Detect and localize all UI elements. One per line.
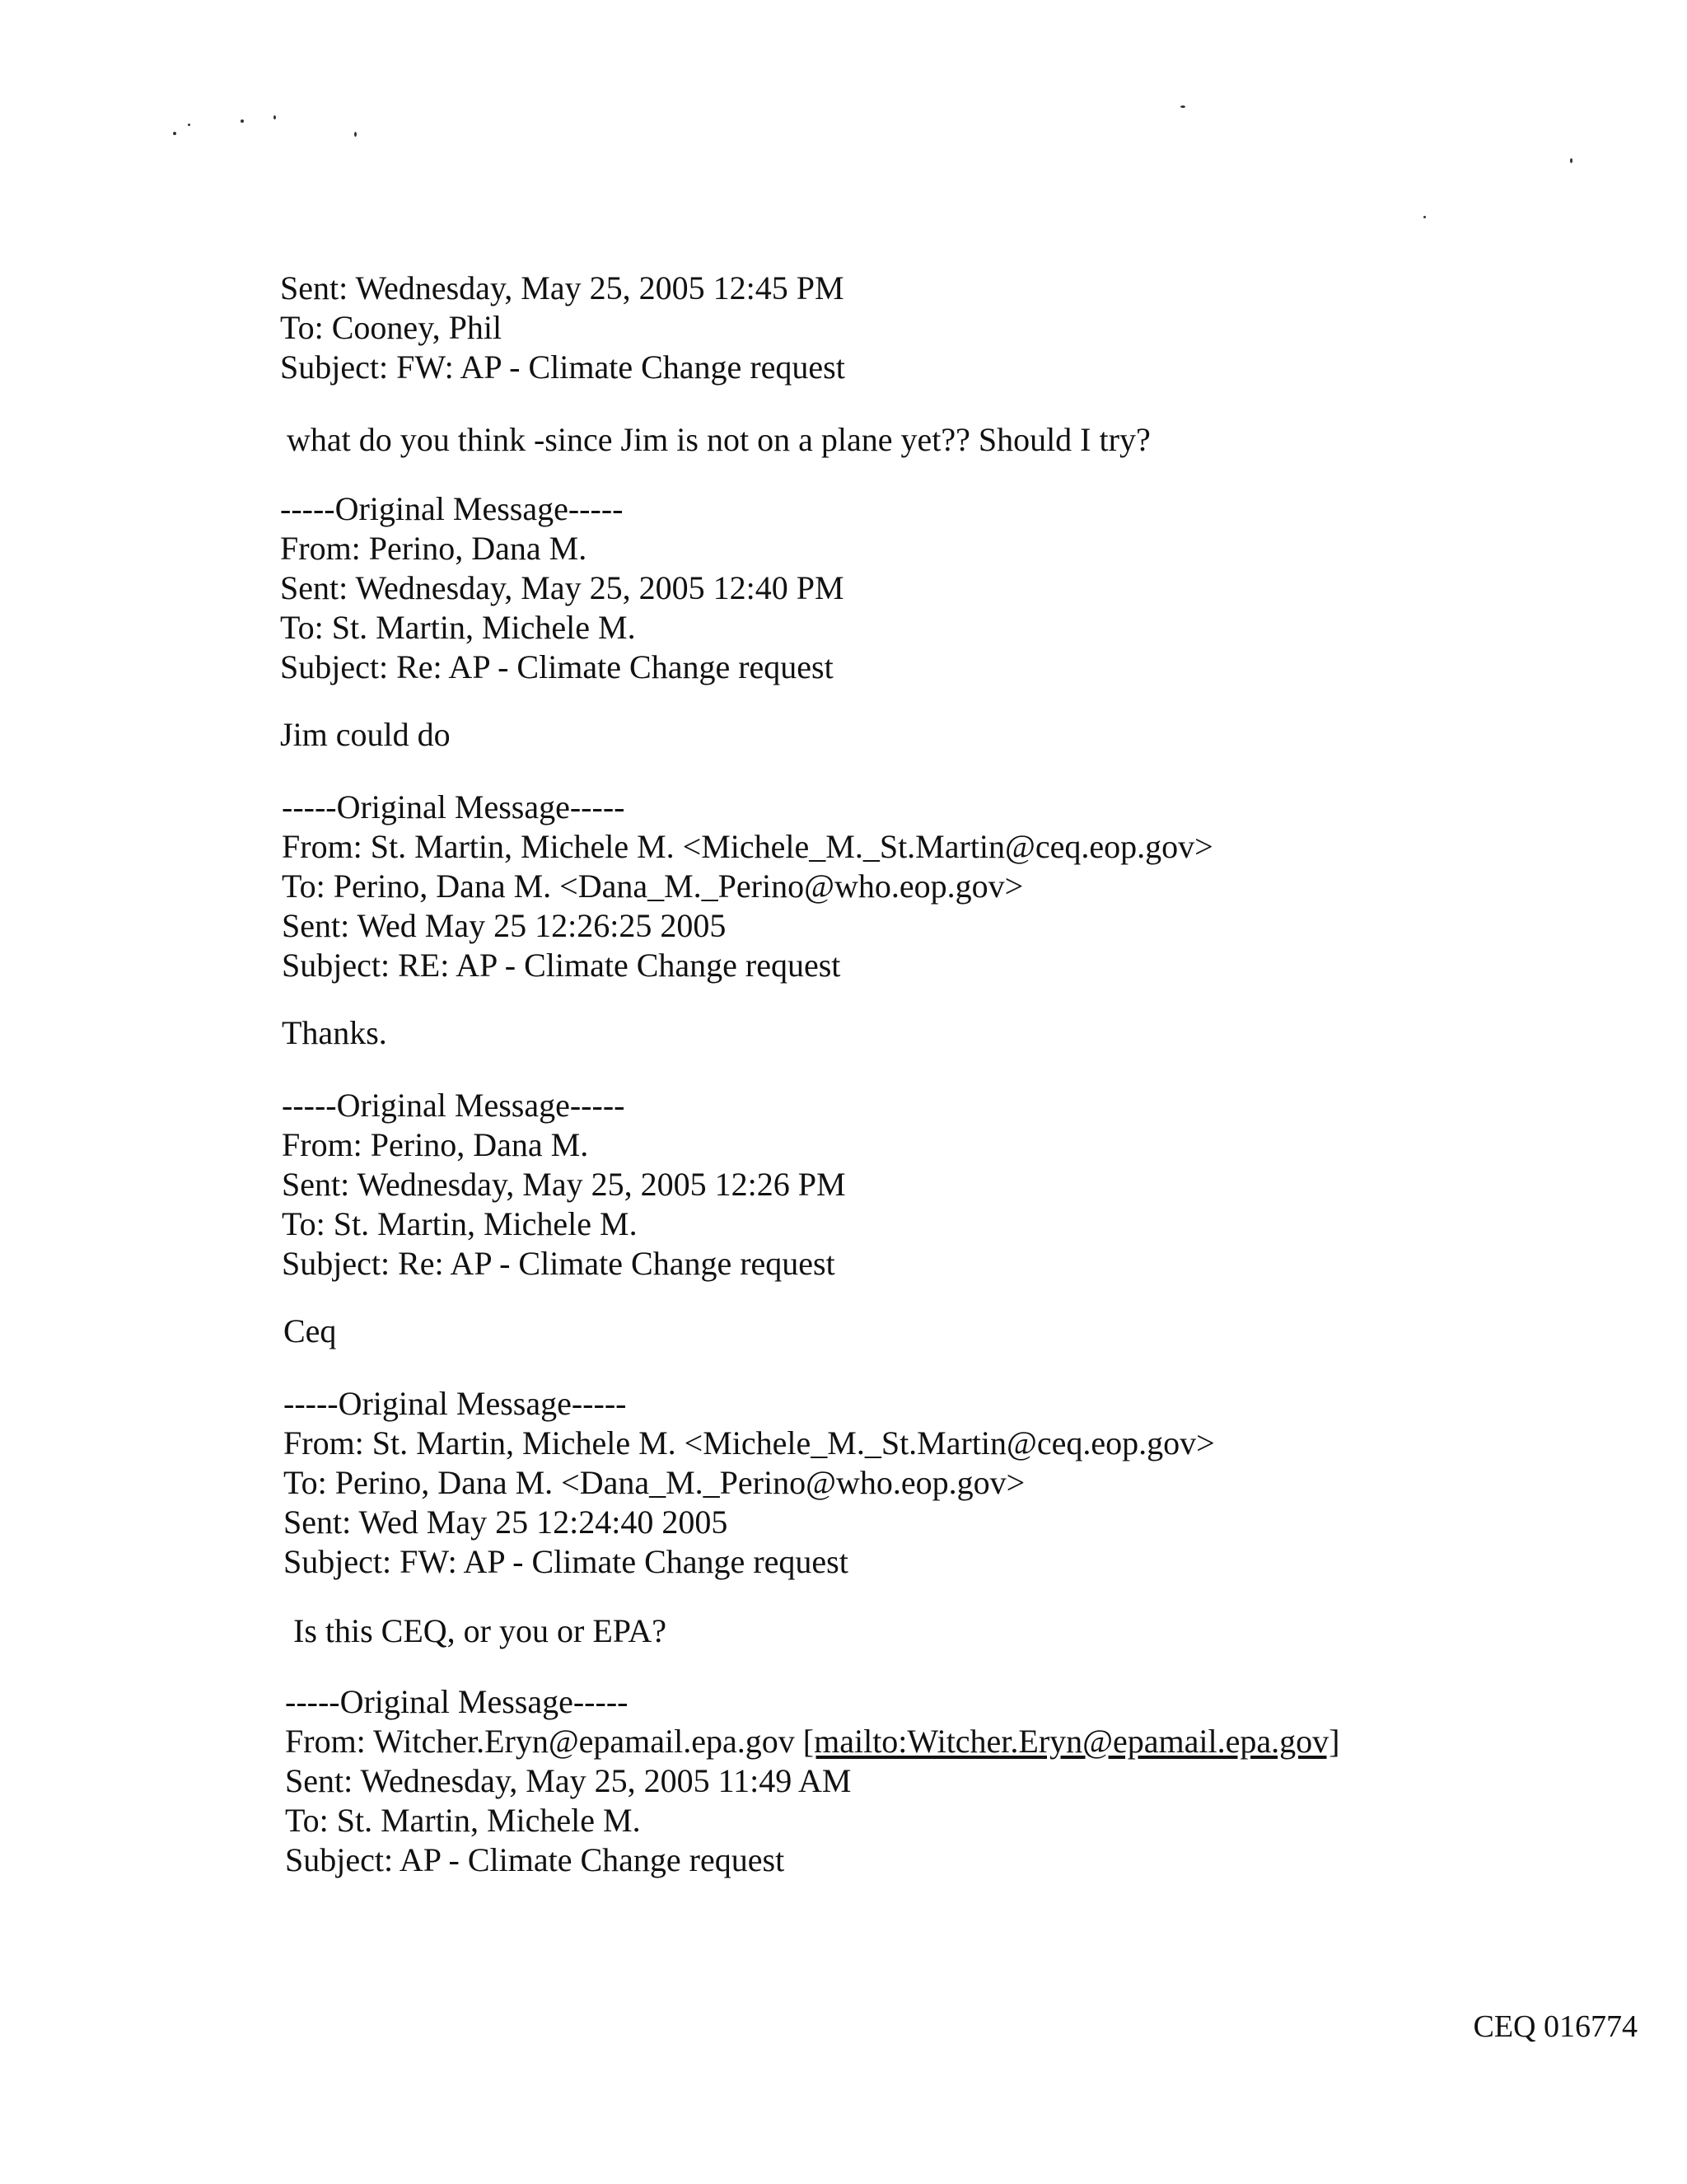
sent-line: Sent: Wednesday, May 25, 2005 12:26 PM [282,1166,846,1203]
scan-speck [1570,158,1573,163]
from-line: From: Perino, Dana M. [282,1126,589,1163]
subject-line: Subject: RE: AP - Climate Change request [282,947,841,984]
to-line: To: St. Martin, Michele M. [280,609,636,646]
scan-speck [1423,216,1426,218]
subject-line: Subject: AP - Climate Change request [285,1841,785,1878]
sent-line: Sent: Wed May 25 12:26:25 2005 [282,907,727,944]
separator: -----Original Message----- [283,1385,627,1422]
to-line: To: Perino, Dana M. <Dana_M._Perino@who.eop.gov> [283,1464,1026,1501]
from-line: From: St. Martin, Michele M. <Michele_M._St.Martin@ceq.eop.gov> [283,1424,1215,1461]
to-line: To: St. Martin, Michele M. [285,1802,641,1839]
subject-line: Subject: FW: AP - Climate Change request [283,1543,848,1580]
separator: -----Original Message----- [285,1683,629,1720]
from-address: From: Witcher.Eryn@epamail.epa.gov [285,1723,795,1760]
message-body: Is this CEQ, or you or EPA? [293,1612,666,1649]
original-message-4 [282,1086,846,1284]
subject-line: Subject: Re: AP - Climate Change request [282,1245,835,1282]
original-message-5 [283,1384,1215,1582]
original-message-3 [282,788,1213,985]
to-line: To: Perino, Dana M. <Dana_M._Perino@who.eop.gov> [282,868,1024,905]
scan-speck [173,132,176,135]
subject-line: Subject: FW: AP - Climate Change request [280,348,845,386]
sent-line: Sent: Wednesday, May 25, 2005 12:45 PM [280,269,844,306]
from-line: From: St. Martin, Michele M. <Michele_M._St.Martin@ceq.eop.gov> [282,828,1213,865]
to-line: To: St. Martin, Michele M. [282,1205,638,1242]
sent-line: Sent: Wednesday, May 25, 2005 12:40 PM [280,569,844,606]
original-message-2 [280,489,844,687]
from-line [285,1722,1339,1761]
separator: -----Original Message----- [280,490,624,527]
subject-line: Subject: Re: AP - Climate Change request [280,648,834,685]
sent-line: Sent: Wed May 25 12:24:40 2005 [283,1504,728,1541]
scan-speck [354,132,357,137]
sent-line: Sent: Wednesday, May 25, 2005 11:49 AM [285,1762,852,1799]
email-header [280,269,845,387]
message-body: Jim could do [280,716,451,753]
message-body: Thanks. [282,1014,387,1051]
scan-speck [1180,105,1185,108]
scan-speck [188,124,190,126]
original-message-6 [285,1682,1339,1880]
from-line: From: Perino, Dana M. [280,530,587,567]
message-body: what do you think -since Jim is not on a plane yet?? Should I try? [287,421,1151,458]
mailto-link[interactable]: [mailto:Witcher.Eryn@epamail.epa.gov] [802,1723,1340,1760]
separator: -----Original Message----- [282,788,625,825]
separator: -----Original Message----- [282,1087,625,1124]
to-line: To: Cooney, Phil [280,309,502,346]
scan-speck [273,115,276,119]
message-body: Ceq [283,1312,337,1349]
page-id-stamp: CEQ 016774 [1473,2009,1638,2044]
scan-speck [241,119,244,123]
